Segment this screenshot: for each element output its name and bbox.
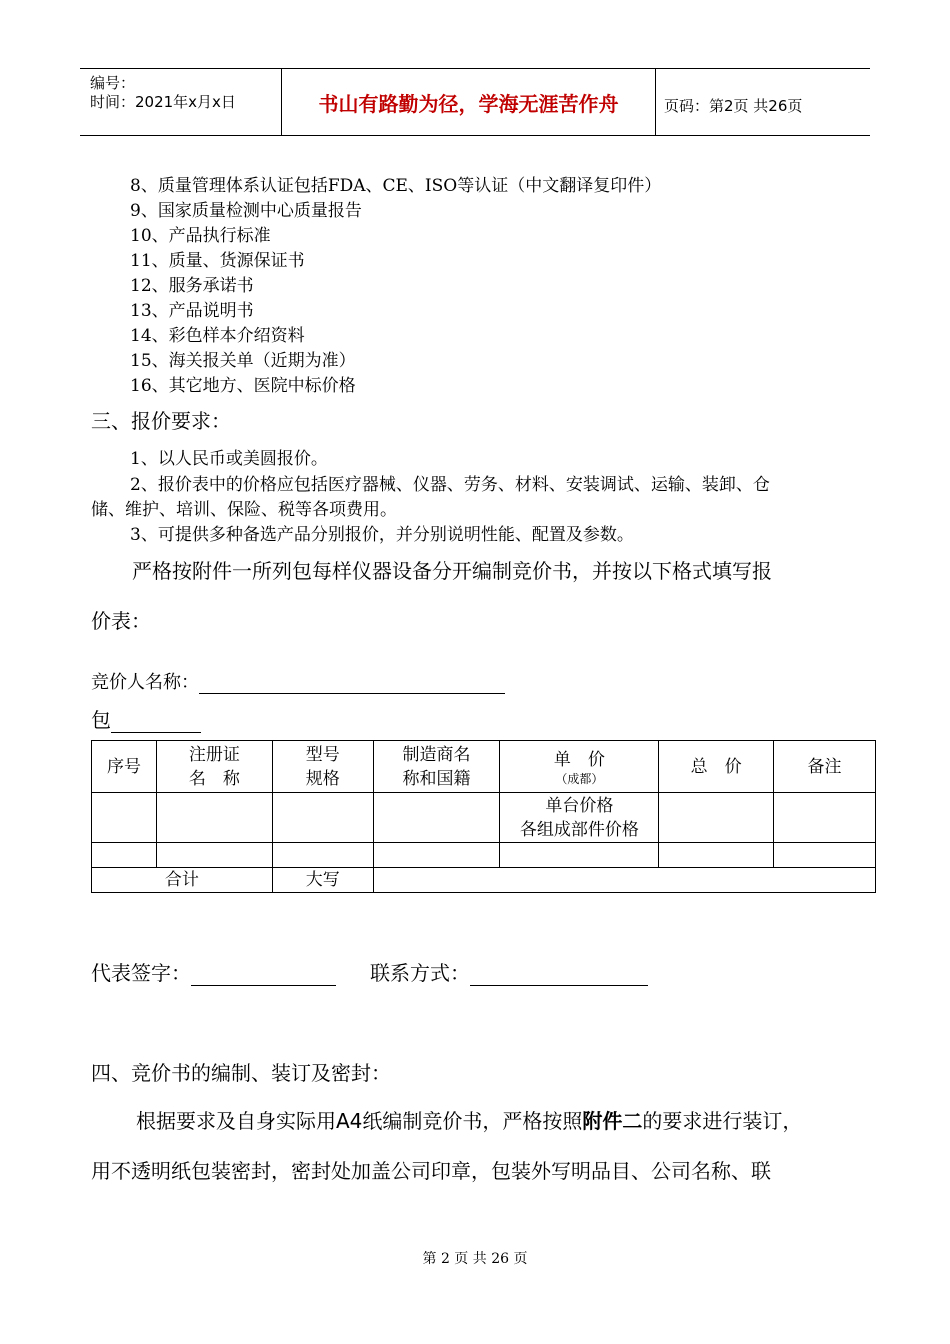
contact-blank — [470, 965, 648, 986]
table-row — [92, 843, 876, 868]
header-registration-line1: 注册证 — [188, 744, 240, 765]
list-item: 10、产品执行标准 — [130, 226, 271, 246]
header-remark: 备注 — [774, 741, 876, 793]
list-item: 11、质量、货源保证书 — [130, 251, 305, 271]
header-unit-price-note: （成都） — [555, 771, 604, 786]
page-footer: 第 2 页 共 26 页 — [422, 1251, 528, 1267]
section3-item-2-line1: 2、报价表中的价格应包括医疗器械、仪器、劳务、材料、安装调试、运输、装卸、仓 — [130, 475, 770, 495]
section4-attachment-ref: 附件二 — [582, 1109, 643, 1133]
table-cell — [92, 843, 157, 868]
header-date: 时间：2021年x月x日 — [90, 93, 236, 111]
signature-field — [91, 957, 336, 986]
table-cell — [774, 793, 876, 843]
header-registration-line2: 名 称 — [188, 768, 240, 789]
unit-price-line2: 各组成部件价格 — [519, 819, 639, 840]
list-item: 15、海关报关单（近期为准） — [130, 351, 356, 371]
instruction-line2: 价表： — [91, 609, 151, 633]
section4-line1 — [136, 1105, 802, 1134]
table-cell — [774, 843, 876, 868]
package-field — [91, 704, 201, 733]
table-cell — [156, 843, 272, 868]
section3-title: 三、报价要求： — [91, 409, 231, 433]
list-item: 8、质量管理体系认证包括FDA、CE、ISO等认证（中文翻译复印件） — [130, 176, 662, 196]
instruction-line1: 严格按附件一所列包每样仪器设备分开编制竞价书，并按以下格式填写报 — [132, 559, 772, 583]
header-unit-price-label: 单 价 — [553, 749, 605, 770]
table-cell — [659, 843, 774, 868]
table-cell — [272, 793, 373, 843]
signature-blank — [191, 965, 336, 986]
header-motto: 书山有路勤为径，学海无涯苦作舟 — [318, 92, 619, 116]
list-item: 14、彩色样本介绍资料 — [130, 326, 305, 346]
table-cell — [92, 793, 157, 843]
section3-item-1: 1、以人民币或美圆报价。 — [130, 449, 328, 469]
header-divider-right — [655, 68, 656, 135]
table-total-row — [92, 868, 876, 893]
bidder-name-blank — [199, 675, 505, 694]
contact-field — [370, 957, 648, 986]
package-label: 包 — [91, 708, 111, 732]
unit-price-line1: 单台价格 — [545, 795, 614, 816]
section4-line1-c: 的要求进行装订， — [642, 1109, 803, 1133]
table-row — [92, 793, 876, 843]
table-cell — [373, 793, 500, 843]
header-top-rule — [80, 68, 870, 69]
unit-price-cell — [500, 793, 659, 843]
package-blank — [111, 712, 201, 733]
header-total-price: 总 价 — [659, 741, 774, 793]
section4-line2: 用不透明纸包装密封，密封处加盖公司印章，包装外写明品目、公司名称、联 — [91, 1159, 771, 1183]
contact-label: 联系方式： — [370, 961, 470, 985]
header-manufacturer-line2: 称和国籍 — [402, 768, 471, 789]
list-item: 13、产品说明书 — [130, 301, 254, 321]
header-manufacturer-line1: 制造商名 — [402, 744, 471, 765]
quote-table — [91, 740, 876, 893]
signature-label: 代表签字： — [91, 961, 191, 985]
list-item: 12、服务承诺书 — [130, 276, 254, 296]
table-cell — [500, 843, 659, 868]
table-cell — [156, 793, 272, 843]
section4-title: 四、竞价书的编制、装订及密封： — [91, 1061, 391, 1085]
capital-amount-cell — [373, 868, 875, 893]
table-cell — [373, 843, 500, 868]
header-bottom-rule — [80, 135, 870, 136]
table-cell — [659, 793, 774, 843]
table-cell — [272, 843, 373, 868]
section3-item-2-line2: 储、维护、培训、保险、税等各项费用。 — [91, 500, 397, 520]
header-registration — [156, 741, 272, 793]
list-item: 16、其它地方、医院中标价格 — [130, 376, 356, 396]
total-label-cell: 合计 — [92, 868, 273, 893]
header-number-label: 编号： — [90, 74, 136, 92]
header-unit-price — [500, 741, 659, 793]
header-manufacturer — [373, 741, 500, 793]
header-model-line1: 型号 — [305, 744, 340, 765]
table-header-row — [92, 741, 876, 793]
section4-line1-a: 根据要求及自身实际用A4纸编制竞价书，严格按照 — [136, 1109, 583, 1133]
bidder-name-label: 竞价人名称： — [91, 672, 199, 693]
header-page-info: 页码：第2页 共26页 — [664, 97, 803, 115]
section3-item-3: 3、可提供多种备选产品分别报价，并分别说明性能、配置及参数。 — [130, 525, 634, 545]
capital-label-cell: 大写 — [272, 868, 373, 893]
bidder-name-field — [91, 668, 505, 694]
header-model — [272, 741, 373, 793]
list-item: 9、国家质量检测中心质量报告 — [130, 201, 362, 221]
header-model-line2: 规格 — [305, 768, 340, 789]
header-seq: 序号 — [92, 741, 157, 793]
